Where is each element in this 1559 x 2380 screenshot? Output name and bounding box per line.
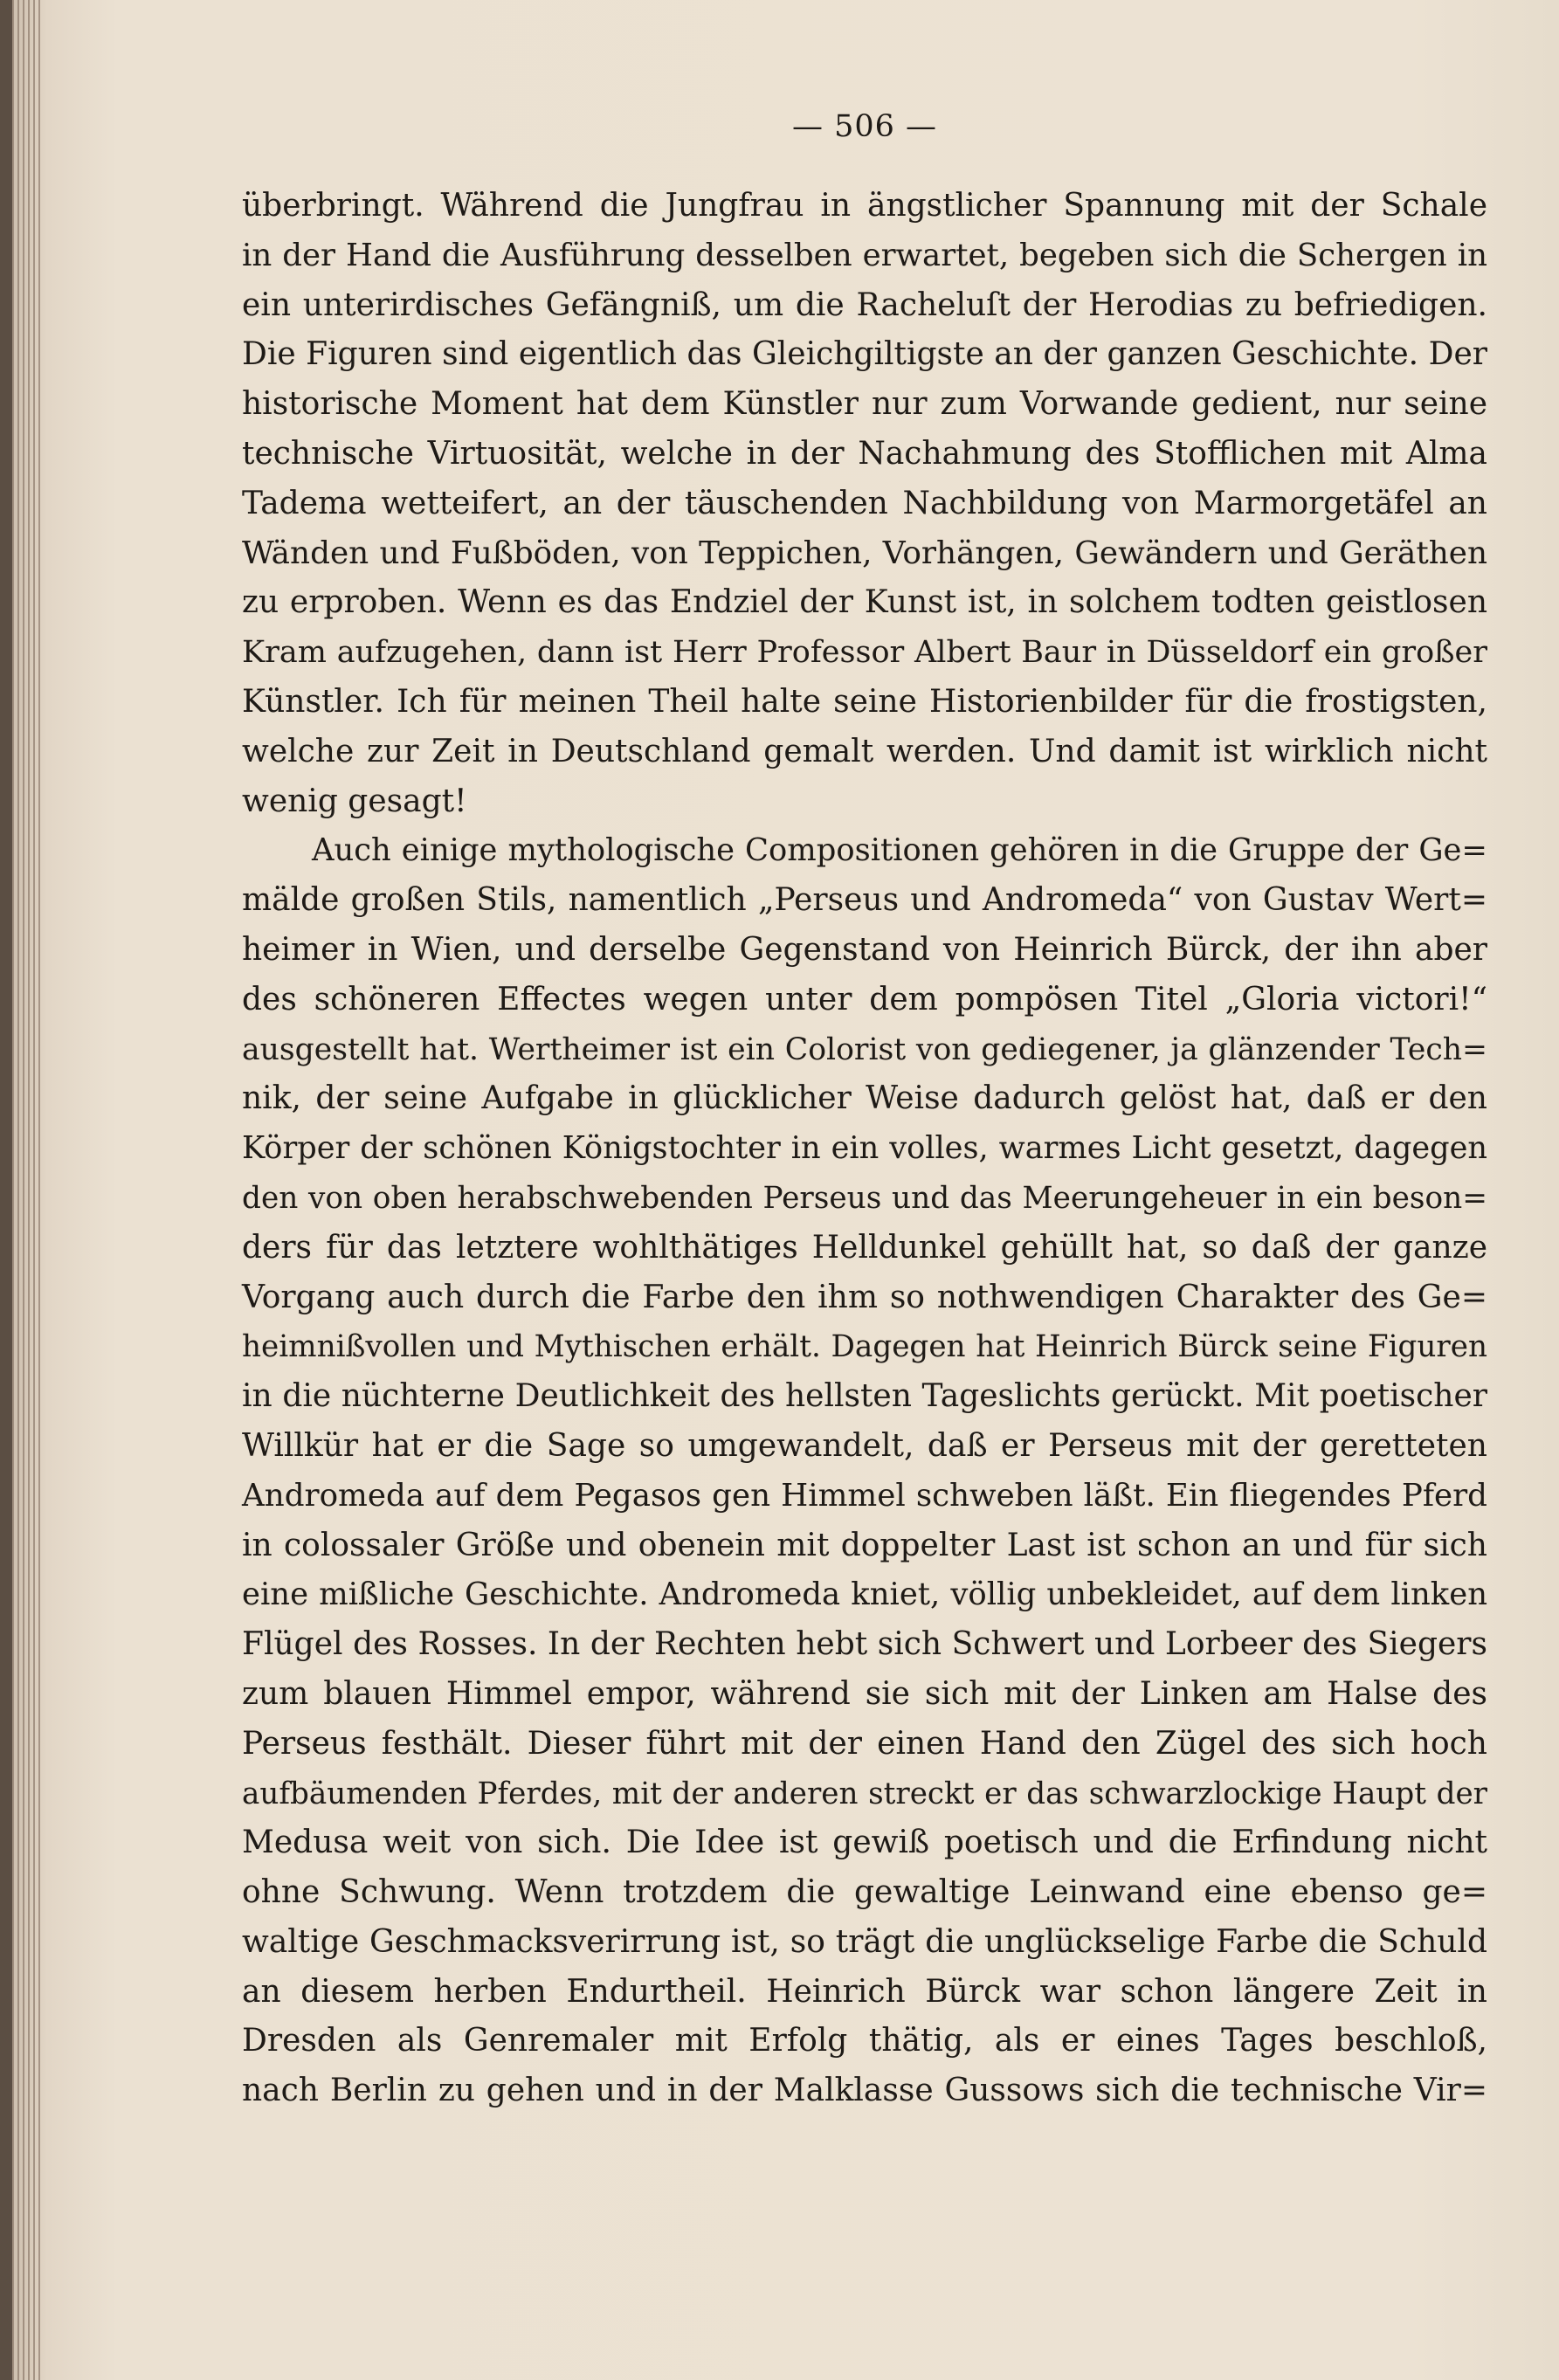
text-line: heimnißvollen und Mythischen erhält. Dagegen hat Heinrich Bürck seine Figuren <box>242 1329 1487 1365</box>
text-line: ohne Schwung. Wenn trotzdem die gewaltige Leinwand eine ebenso ge= <box>242 1874 1487 1911</box>
text-line: in colossaler Größe und obenein mit doppelter Last ist schon an und für sich <box>242 1527 1487 1563</box>
text-line: Kram aufzugehen, dann ist Herr Professor Albert Baur in Düsseldorf ein großer <box>242 635 1487 671</box>
text-line: Andromeda auf dem Pegasos gen Himmel schweben läßt. Ein fliegendes Pferd <box>242 1477 1487 1514</box>
text-line: Willkür hat er die Sage so umgewandelt, daß er Perseus mit der geretteten <box>242 1427 1487 1464</box>
text-line: waltige Geschmacksverirrung ist, so trägt die unglückselige Farbe die Schuld <box>242 1923 1487 1960</box>
text-line: Tadema wetteifert, an der täuschenden Nachbildung von Marmorgetäfel an <box>242 485 1487 521</box>
text-line: ausgestellt hat. Wertheimer ist ein Colorist von gediegener, ja glänzender Tech= <box>242 1031 1487 1067</box>
text-line: mälde großen Stils, namentlich „Perseus und Andromeda“ von Gustav Wert= <box>242 882 1487 919</box>
text-line: ders für das letztere wohlthätiges Helldunkel gehüllt hat, so daß der ganze <box>242 1229 1487 1266</box>
text-line: heimer in Wien, und derselbe Gegenstand von Heinrich Bürck, der ihn aber <box>242 931 1487 968</box>
text-line: Die Figuren sind eigentlich das Gleichgiltigste an der ganzen Geschichte. Der <box>242 336 1487 373</box>
text-line: Vorgang auch durch die Farbe den ihm so nothwendigen Charakter des Ge= <box>242 1279 1487 1315</box>
page-text-block <box>242 103 1487 2116</box>
text-line: zum blauen Himmel empor, während sie sich mit der Linken am Halse des <box>242 1675 1487 1712</box>
text-line: des schöneren Effectes wegen unter dem pompösen Titel „Gloria victori!“ <box>242 981 1487 1018</box>
text-line: in der Hand die Ausführung desselben erwartet, begeben sich die Schergen in <box>242 237 1487 273</box>
text-line: wenig gesagt! <box>242 783 467 819</box>
paragraph-2 <box>242 826 1487 2116</box>
text-line: Flügel des Rosses. In der Rechten hebt sich Schwert und Lorbeer des Siegers <box>242 1626 1487 1663</box>
paragraph-1 <box>242 182 1487 826</box>
text-line: den von oben herabschwebenden Perseus und das Meerungeheuer in ein beson= <box>242 1180 1487 1216</box>
text-line: historische Moment hat dem Künstler nur zum Vorwande gedient, nur seine <box>242 386 1487 423</box>
text-line: Künstler. Ich für meinen Theil halte seine Historienbilder für die frostigsten, <box>242 683 1487 720</box>
text-line: Perseus festhält. Dieser führt mit der einen Hand den Zügel des sich hoch <box>242 1725 1487 1762</box>
text-line: Wänden und Fußböden, von Teppichen, Vorhängen, Gewändern und Geräthen <box>242 535 1487 571</box>
text-line: zu erproben. Wenn es das Endziel der Kunst ist, in solchem todten geistlosen <box>242 584 1487 621</box>
text-line: nach Berlin zu gehen und in der Malklasse Gussows sich die technische Vir= <box>242 2073 1487 2109</box>
page-stack-edge <box>12 0 44 2380</box>
text-line: überbringt. Während die Jungfrau in ängstlicher Spannung mit der Schale <box>242 188 1487 224</box>
page-number: — 506 — <box>791 109 938 144</box>
text-line: technische Virtuosität, welche in der Nachahmung des Stofflichen mit Alma <box>242 435 1487 472</box>
text-line: ein unterirdisches Gefängniß, um die Racheluſt der Herodias zu befriedigen. <box>242 286 1487 323</box>
text-line: an diesem herben Endurtheil. Heinrich Bürck war schon längere Zeit in <box>242 1973 1487 2010</box>
text-line: Medusa weit von sich. Die Idee ist gewiß poetisch und die Erfindung nicht <box>242 1825 1487 1861</box>
text-line: welche zur Zeit in Deutschland gemalt werden. Und damit ist wirklich nicht <box>242 733 1487 769</box>
text-line: Körper der schönen Königstochter in ein volles, warmes Licht gesetzt, dagegen <box>242 1130 1487 1167</box>
text-line: Dresden als Genremaler mit Erfolg thätig, als er eines Tages beschloß, <box>242 2023 1487 2059</box>
text-line: nik, der seine Aufgabe in glücklicher Weise dadurch gelöst hat, daß er den <box>242 1080 1487 1117</box>
text-line: aufbäumenden Pferdes, mit der anderen streckt er das schwarzlockige Haupt der <box>242 1776 1487 1811</box>
text-line: eine mißliche Geschichte. Andromeda kniet, völlig unbekleidet, auf dem linken <box>242 1576 1487 1613</box>
text-line: in die nüchterne Deutlichkeit des hellsten Tageslichts gerückt. Mit poetischer <box>242 1378 1487 1415</box>
text-line: Auch einige mythologische Compositionen gehören in die Gruppe der Ge= <box>312 832 1487 869</box>
